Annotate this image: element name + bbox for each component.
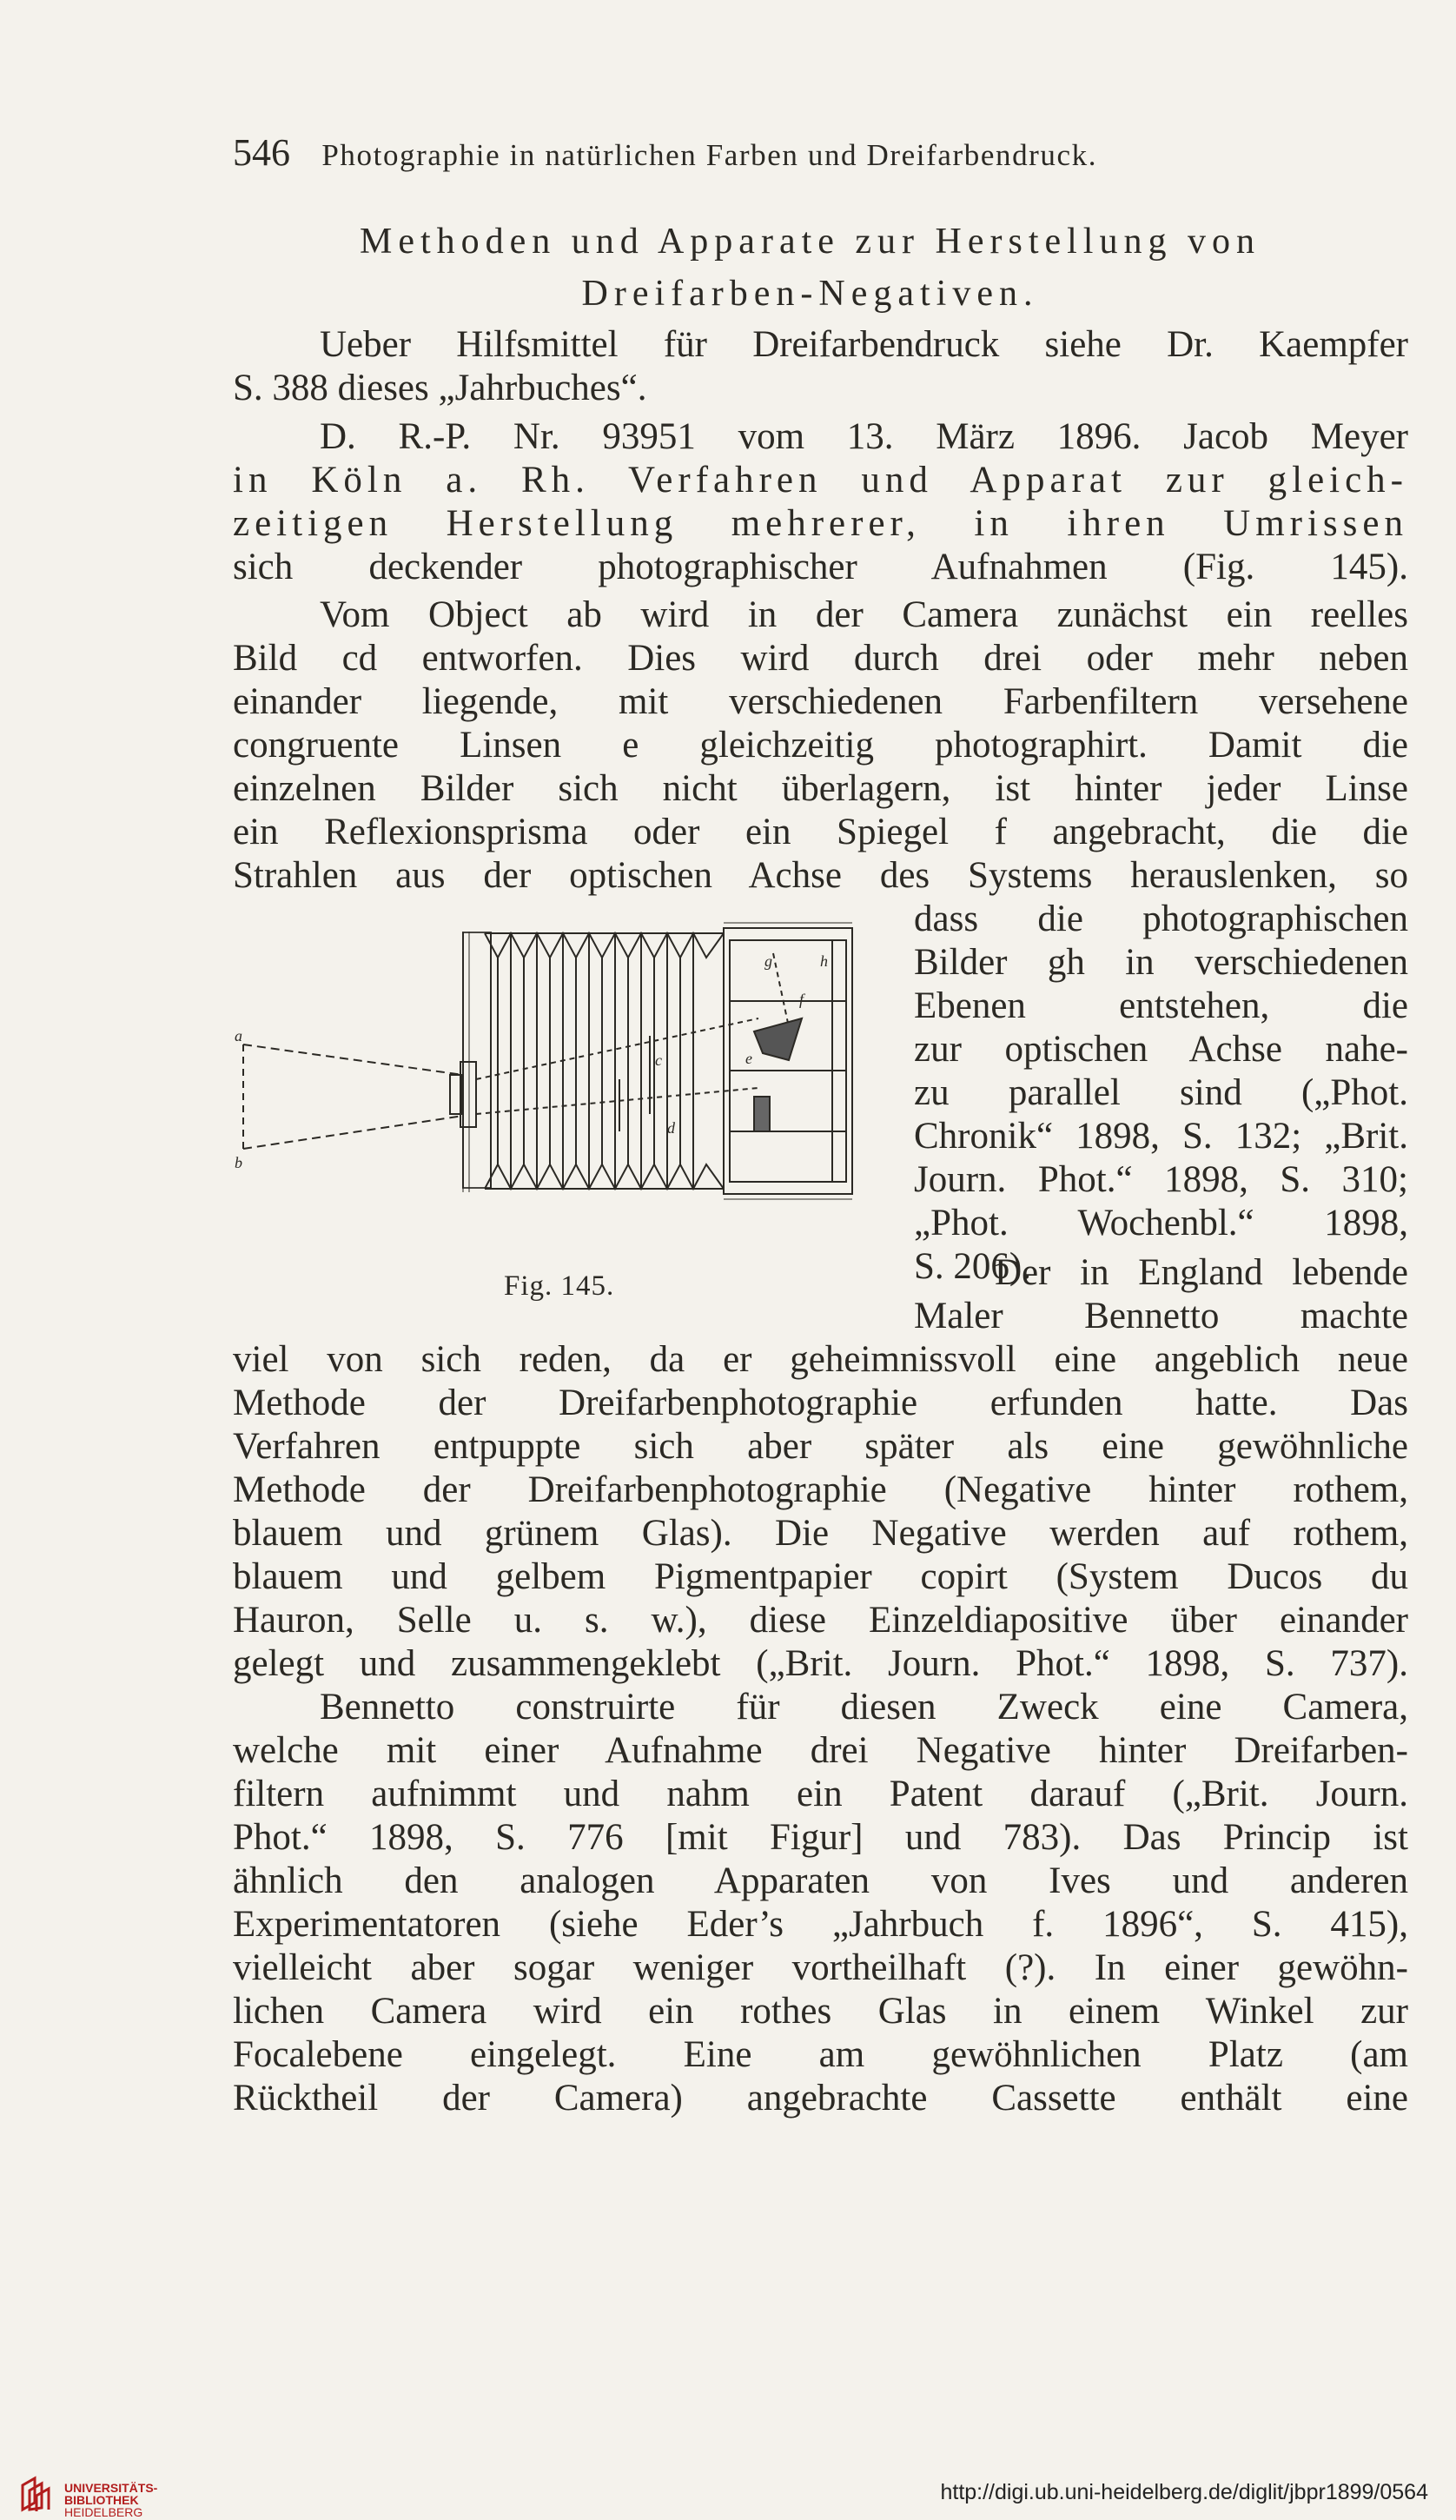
text-line: Vom Object ab wird in der Camera zunächst ein reelles	[320, 594, 1408, 635]
figure-label-f: f	[799, 991, 804, 1008]
text-line: Experimentatoren (siehe Eder’s „Jahrbuch f. 1896“, S. 415),	[233, 1904, 1408, 1945]
institution-name	[64, 2482, 157, 2518]
page-number: 546	[233, 131, 290, 174]
text-line: S. 388 dieses „Jahrbuches“.	[233, 368, 647, 408]
text-line: Strahlen aus der optischen Achse des Systems herauslenken, so	[233, 855, 1408, 896]
text-line: Verfahren entpuppte sich aber später als eine gewöhnliche	[233, 1426, 1408, 1467]
text-line: dass die photographischen	[914, 899, 1408, 939]
text-line: Journ. Phot.“ 1898, S. 310;	[914, 1159, 1408, 1200]
figure-label-a: a	[235, 1027, 242, 1044]
text-line: Bennetto construirte für diesen Zweck eine Camera,	[320, 1687, 1408, 1728]
text-line: Phot.“ 1898, S. 776 [mit Figur] und 783). Das Princip ist	[233, 1817, 1408, 1858]
text-line: Methode der Dreifarbenphotographie (Negative hinter rothem,	[233, 1469, 1408, 1510]
university-library-logo-icon	[17, 2475, 56, 2514]
text-line: welche mit einer Aufnahme drei Negative hinter Dreifarben-	[233, 1730, 1408, 1771]
text-line: Chronik“ 1898, S. 132; „Brit.	[914, 1116, 1408, 1157]
text-line: Rücktheil der Camera) angebrachte Cassette enthält eine	[233, 2078, 1408, 2119]
figure-label-h: h	[820, 952, 828, 970]
text-line: blauem und grünem Glas). Die Negative werden auf rothem,	[233, 1513, 1408, 1554]
text-line: zur optischen Achse nahe-	[914, 1029, 1408, 1070]
text-line: Ebenen entstehen, die	[914, 985, 1408, 1026]
text-line: Focalebene eingelegt. Eine am gewöhnlichen Platz (am	[233, 2034, 1408, 2075]
text-line: filtern aufnimmt und nahm ein Patent darauf („Brit. Journ.	[233, 1774, 1408, 1814]
institution-line: UNIVERSITÄTS-	[64, 2481, 158, 2495]
text-line: congruente Linsen e gleichzeitig photographirt. Damit die	[233, 725, 1408, 766]
text-line: vielleicht aber sogar weniger vortheilhaft (?). In einer gewöhn-	[233, 1947, 1408, 1988]
text-line: viel von sich reden, da er geheimnissvoll eine angeblich neue	[233, 1339, 1408, 1380]
text-line: zeitigen Herstellung mehrerer, in ihren Umrissen	[233, 503, 1408, 544]
text-line: in Köln a. Rh. Verfahren und Apparat zur gleich-	[233, 460, 1408, 501]
figure-label-c: c	[655, 1051, 662, 1069]
text-line: ein Reflexionsprisma oder ein Spiegel f angebracht, die die	[233, 812, 1408, 852]
text-line: gelegt und zusammengeklebt („Brit. Journ. Phot.“ 1898, S. 737).	[233, 1643, 1408, 1684]
text-line: „Phot. Wochenbl.“ 1898,	[914, 1203, 1408, 1243]
text-line: ähnlich den analogen Apparaten von Ives und anderen	[233, 1860, 1408, 1901]
figure-label-e: e	[745, 1050, 752, 1067]
text-line: Bilder gh in verschiedenen	[914, 942, 1408, 983]
section-title-line: Methoden und Apparate zur Herstellung von	[360, 222, 1261, 262]
source-url-link[interactable]: http://digi.ub.uni-heidelberg.de/diglit/jbpr1899/0564	[940, 2480, 1428, 2504]
figure-label-b: b	[235, 1154, 242, 1171]
camera-diagram-figure	[233, 914, 858, 1201]
figure-label-d: d	[667, 1119, 675, 1137]
figure-label-g: g	[764, 952, 772, 970]
text-line: D. R.-P. Nr. 93951 vom 13. März 1896. Jacob Meyer	[320, 416, 1408, 457]
text-line: Bild cd entworfen. Dies wird durch drei oder mehr neben	[233, 638, 1408, 679]
text-line: Maler Bennetto machte	[914, 1296, 1408, 1336]
text-line: Ueber Hilfsmittel für Dreifarbendruck siehe Dr. Kaempfer	[320, 324, 1408, 365]
figure-caption: Fig. 145.	[504, 1270, 615, 1302]
text-line: sich deckender photographischer Aufnahmen (Fig. 145).	[233, 547, 1408, 587]
text-line: Hauron, Selle u. s. w.), diese Einzeldiapositive über einander	[233, 1600, 1408, 1641]
running-title: Photographie in natürlichen Farben und Dreifarbendruck.	[321, 138, 1098, 172]
text-line: Methode der Dreifarbenphotographie erfunden hatte. Das	[233, 1383, 1408, 1423]
text-line: Der in England lebende	[995, 1252, 1408, 1293]
text-line: einzelnen Bilder sich nicht überlagern, ist hinter jeder Linse	[233, 768, 1408, 809]
text-line: blauem und gelbem Pigmentpapier copirt (System Ducos du	[233, 1556, 1408, 1597]
text-line: lichen Camera wird ein rothes Glas in einem Winkel zur	[233, 1991, 1408, 2032]
institution-line: HEIDELBERG	[64, 2505, 143, 2519]
text-line: S. 206).	[914, 1246, 1031, 1287]
text-line: zu parallel sind („Phot.	[914, 1072, 1408, 1113]
running-header	[233, 130, 1406, 175]
section-title-line: Dreifarben-Negativen.	[581, 274, 1039, 314]
section-title	[217, 216, 1403, 320]
institution-line: BIBLIOTHEK	[64, 2493, 139, 2507]
text-line: einander liegende, mit verschiedenen Farbenfiltern versehene	[233, 681, 1408, 722]
